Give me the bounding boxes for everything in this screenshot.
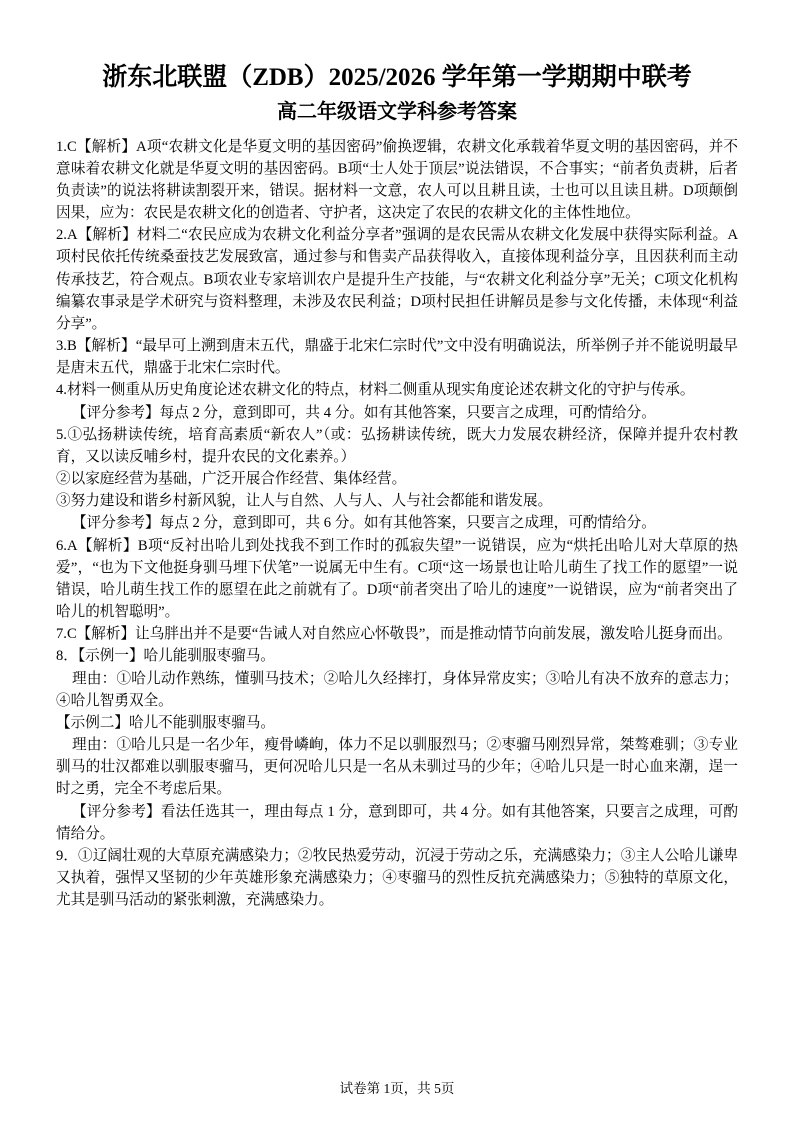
answer-paragraph: 7.C【解析】让乌胖出并不是要“告诫人对自然应心怀敬畏”，而是推动情节向前发展，激发哈儿挺身而出。	[56, 626, 732, 643]
answer-paragraph: 8．【示例一】哈儿能驯服枣骝马。	[56, 648, 275, 665]
page-title: 浙东北联盟（ZDB）2025/2026 学年第一学期期中联考	[102, 64, 692, 91]
page-subtitle: 高二年级语文学科参考答案	[277, 100, 517, 123]
scoring-note: 【评分参考】每点 2 分，意到即可，共 6 分。如有其他答案，只要言之成理，可酌情给分。	[72, 515, 656, 532]
answer-paragraph: ②以家庭经营为基础，广泛开展合作经营、集体经营。	[56, 471, 407, 488]
answer-paragraph: 4.材料一侧重从历史角度论述农耕文化的特点，材料二侧重从现实角度论述农耕文化的守护与传承。	[56, 382, 695, 399]
answer-reason: 理由：①哈儿动作熟练，懂驯马技术；②哈儿久经摔打，身体异常皮实；③哈儿有决不放弃的意志力；④哈儿智勇双全。	[56, 670, 738, 709]
answer-paragraph: 6.A【解析】B项“反衬出哈儿到处找我不到工作时的孤寂失望”一说错误，应为“烘托出哈儿对大草原的热爱”，“也为下文他挺身驯马埋下伏笔”一说属无中生有。C项“这一场景也让哈儿萌生了找工作的愿望”一说错误，哈儿萌生找工作的愿望在此之前就有了。D项“前者突出了哈儿的速度”一说错误，应为“前者突出了哈儿的机智聪明”。	[56, 537, 738, 621]
scoring-note: 【评分参考】每点 2 分，意到即可，共 4 分。如有其他答案，只要言之成理，可酌情给分。	[72, 404, 656, 421]
answer-paragraph: 1.C【解析】A项“农耕文化是华夏文明的基因密码”偷换逻辑，农耕文化承载着华夏文明的基因密码，并不意味着农耕文化就是华夏文明的基因密码。B项“士人处于顶层”说法错误，不合事实；“前者负责耕，后者负责读”的说法将耕读割裂开来，错误。据材料一文意，农人可以且耕且读，士也可以且读且耕。D项颠倒因果，应为：农民是农耕文化的创造者、守护者，这决定了农民的农耕文化的主体性地位。	[56, 138, 738, 222]
answer-paragraph: ③努力建设和谐乡村新风貌，让人与自然、人与人、人与社会都能和谐发展。	[56, 493, 553, 510]
page-footer: 试卷第 1页，共 5页	[339, 1081, 455, 1096]
scoring-note: 【评分参考】看法任选其一，理由每点 1 分，意到即可，共 4 分。如有其他答案，只要言之成理，可酌情给分。	[56, 803, 738, 842]
answer-paragraph: 9．①辽阔壮观的大草原充满感染力；②牧民热爱劳动，沉浸于劳动之乐，充满感染力；③主人公哈儿谦卑又执着，强悍又坚韧的少年英雄形象充满感染力；④枣骝马的烈性反抗充满感染力；⑤独特的草原文化，尤其是驯马活动的紧张刺激，充满感染力。	[56, 848, 738, 909]
answer-list	[56, 136, 738, 912]
answer-paragraph: 5.①弘扬耕读传统，培育高素质“新农人”（或：弘扬耕读传统，既大力发展农耕经济，保障并提升农村教育，又以读反哺乡村，提升农民的文化素养。）	[56, 426, 738, 465]
answer-paragraph: 【示例二】哈儿不能驯服枣骝马。	[56, 714, 275, 731]
answer-reason: 理由：①哈儿只是一名少年，瘦骨嶙峋，体力不足以驯服烈马；②枣骝马刚烈异常，桀骜难驯；③专业驯马的壮汉都难以驯服枣骝马，更何况哈儿只是一名从未驯过马的少年；④哈儿只是一时心血来潮，逞一时之勇，完全不考虑后果。	[56, 737, 738, 798]
answer-paragraph: 2.A【解析】材料二“农民应成为农耕文化利益分享者”强调的是农民需从农耕文化发展中获得实际利益。A项村民依托传统桑蚕技艺发展致富，通过参与和售卖产品获得收入，直接体现利益分享，且因获利而主动传承技艺，符合观点。B项农业专家培训农户是提升生产技能，与“农耕文化利益分享”无关；C项文化机构编纂农事录是学术研究与资料整理，未涉及农民利益；D项村民担任讲解员是参与文化传播，未体现“利益分享”。	[56, 227, 738, 332]
answer-paragraph: 3.B【解析】“最早可上溯到唐末五代，鼎盛于北宋仁宗时代”文中没有明确说法，所举例子并不能说明最早是唐末五代，鼎盛于北宋仁宗时代。	[56, 338, 738, 377]
